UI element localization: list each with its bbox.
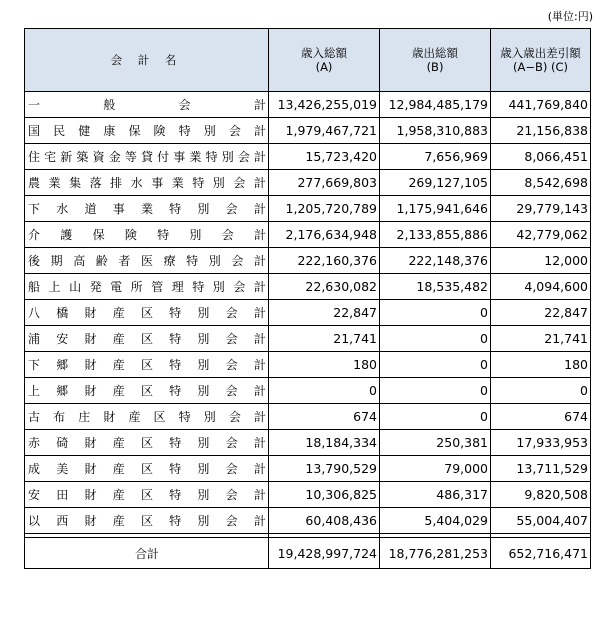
- account-name-text: 住 宅 新 築 資 金 等 貸 付 事 業 特 別 会 計: [28, 150, 266, 164]
- difference-value: 674: [491, 404, 591, 430]
- account-name: [25, 144, 269, 170]
- revenue-value: 2,176,634,948: [269, 222, 380, 248]
- account-name: [25, 92, 269, 118]
- difference-value: 29,779,143: [491, 196, 591, 222]
- difference-value: 21,156,838: [491, 118, 591, 144]
- account-name: [25, 456, 269, 482]
- account-name: [25, 170, 269, 196]
- expenditure-value: 12,984,485,179: [380, 92, 491, 118]
- account-name-text: 後 期 高 齢 者 医 療 特 別 会 計: [28, 254, 266, 268]
- header-revenue-label: 歳入総額: [301, 46, 347, 60]
- table-row: [25, 144, 591, 170]
- expenditure-value: 250,381: [380, 430, 491, 456]
- header-expenditure-label: 歳出総額: [412, 46, 458, 60]
- unit-label: (単位:円): [547, 10, 593, 23]
- table-row: [25, 326, 591, 352]
- total-label: 合計: [25, 538, 269, 569]
- account-name-text: 下 水 道 事 業 特 別 会 計: [28, 202, 266, 216]
- account-name-text: 農 業 集 落 排 水 事 業 特 別 会 計: [28, 176, 266, 190]
- revenue-value: 1,205,720,789: [269, 196, 380, 222]
- table-row: [25, 222, 591, 248]
- account-name-text: 上 郷 財 産 区 特 別 会 計: [28, 384, 266, 398]
- expenditure-value: 0: [380, 326, 491, 352]
- account-name-text: 安 田 財 産 区 特 別 会 計: [28, 488, 266, 502]
- revenue-value: 180: [269, 352, 380, 378]
- account-name: [25, 274, 269, 300]
- expenditure-value: 1,958,310,883: [380, 118, 491, 144]
- revenue-value: 21,741: [269, 326, 380, 352]
- revenue-value: 22,630,082: [269, 274, 380, 300]
- expenditure-value: 0: [380, 352, 491, 378]
- account-name: [25, 118, 269, 144]
- difference-value: 22,847: [491, 300, 591, 326]
- expenditure-value: 0: [380, 378, 491, 404]
- revenue-value: 0: [269, 378, 380, 404]
- table-row: [25, 300, 591, 326]
- difference-value: 9,820,508: [491, 482, 591, 508]
- revenue-value: 277,669,803: [269, 170, 380, 196]
- expenditure-value: 1,175,941,646: [380, 196, 491, 222]
- expenditure-value: 5,404,029: [380, 508, 491, 534]
- expenditure-value: 0: [380, 300, 491, 326]
- account-name: [25, 326, 269, 352]
- table-row: [25, 508, 591, 534]
- account-name-text: 赤 碕 財 産 区 特 別 会 計: [28, 436, 266, 450]
- difference-value: 42,779,062: [491, 222, 591, 248]
- table-row: [25, 274, 591, 300]
- account-name: [25, 248, 269, 274]
- difference-value: 8,066,451: [491, 144, 591, 170]
- revenue-value: 674: [269, 404, 380, 430]
- account-name: [25, 404, 269, 430]
- header-account-name: 会 計 名: [25, 29, 269, 92]
- header-revenue: [269, 29, 380, 92]
- account-name-text: 古 布 庄 財 産 区 特 別 会 計: [28, 410, 266, 424]
- difference-value: 12,000: [491, 248, 591, 274]
- difference-value: 441,769,840: [491, 92, 591, 118]
- header-row: [25, 29, 591, 92]
- table-row: [25, 92, 591, 118]
- revenue-value: 13,426,255,019: [269, 92, 380, 118]
- table-row: [25, 482, 591, 508]
- table-row: [25, 352, 591, 378]
- difference-value: 13,711,529: [491, 456, 591, 482]
- table-row: [25, 118, 591, 144]
- account-name-text: 国 民 健 康 保 険 特 別 会 計: [28, 124, 266, 138]
- account-name: [25, 300, 269, 326]
- expenditure-value: 2,133,855,886: [380, 222, 491, 248]
- table-row: [25, 196, 591, 222]
- difference-value: 17,933,953: [491, 430, 591, 456]
- header-difference: [491, 29, 591, 92]
- expenditure-value: 79,000: [380, 456, 491, 482]
- account-name: [25, 482, 269, 508]
- header-revenue-code: (A): [315, 60, 333, 74]
- difference-value: 0: [491, 378, 591, 404]
- account-name-text: 成 美 財 産 区 特 別 会 計: [28, 462, 266, 476]
- difference-value: 8,542,698: [491, 170, 591, 196]
- total-row: [25, 538, 591, 569]
- table-row: [25, 430, 591, 456]
- settlement-table: [24, 28, 591, 569]
- revenue-value: 22,847: [269, 300, 380, 326]
- total-expenditure: 18,776,281,253: [380, 538, 491, 569]
- revenue-value: 18,184,334: [269, 430, 380, 456]
- account-name-text: 一 般 会 計: [28, 98, 266, 112]
- table-row: [25, 404, 591, 430]
- revenue-value: 10,306,825: [269, 482, 380, 508]
- revenue-value: 13,790,529: [269, 456, 380, 482]
- expenditure-value: 486,317: [380, 482, 491, 508]
- header-expenditure-code: (B): [426, 60, 444, 74]
- account-name-text: 浦 安 財 産 区 特 別 会 計: [28, 332, 266, 346]
- difference-value: 55,004,407: [491, 508, 591, 534]
- difference-value: 180: [491, 352, 591, 378]
- total-difference: 652,716,471: [491, 538, 591, 569]
- account-name-text: 介 護 保 険 特 別 会 計: [28, 228, 266, 242]
- difference-value: 21,741: [491, 326, 591, 352]
- expenditure-value: 0: [380, 404, 491, 430]
- account-name: [25, 352, 269, 378]
- account-name: [25, 196, 269, 222]
- header-difference-code: (A−B) (C): [512, 60, 569, 74]
- expenditure-value: 222,148,376: [380, 248, 491, 274]
- expenditure-value: 269,127,105: [380, 170, 491, 196]
- header-difference-label: 歳入歳出差引額: [500, 46, 581, 60]
- difference-value: 4,094,600: [491, 274, 591, 300]
- account-name-text: 八 橋 財 産 区 特 別 会 計: [28, 306, 266, 320]
- account-name: [25, 378, 269, 404]
- table-row: [25, 456, 591, 482]
- account-name: [25, 508, 269, 534]
- account-name-text: 以 西 財 産 区 特 別 会 計: [28, 514, 266, 528]
- expenditure-value: 7,656,969: [380, 144, 491, 170]
- revenue-value: 15,723,420: [269, 144, 380, 170]
- expenditure-value: 18,535,482: [380, 274, 491, 300]
- account-name-text: 下 郷 財 産 区 特 別 会 計: [28, 358, 266, 372]
- account-name: [25, 222, 269, 248]
- account-name-text: 船 上 山 発 電 所 管 理 特 別 会 計: [28, 280, 266, 294]
- header-expenditure: [380, 29, 491, 92]
- total-revenue: 19,428,997,724: [269, 538, 380, 569]
- table-row: [25, 248, 591, 274]
- revenue-value: 222,160,376: [269, 248, 380, 274]
- table-row: [25, 378, 591, 404]
- table-row: [25, 170, 591, 196]
- revenue-value: 60,408,436: [269, 508, 380, 534]
- account-name: [25, 430, 269, 456]
- revenue-value: 1,979,467,721: [269, 118, 380, 144]
